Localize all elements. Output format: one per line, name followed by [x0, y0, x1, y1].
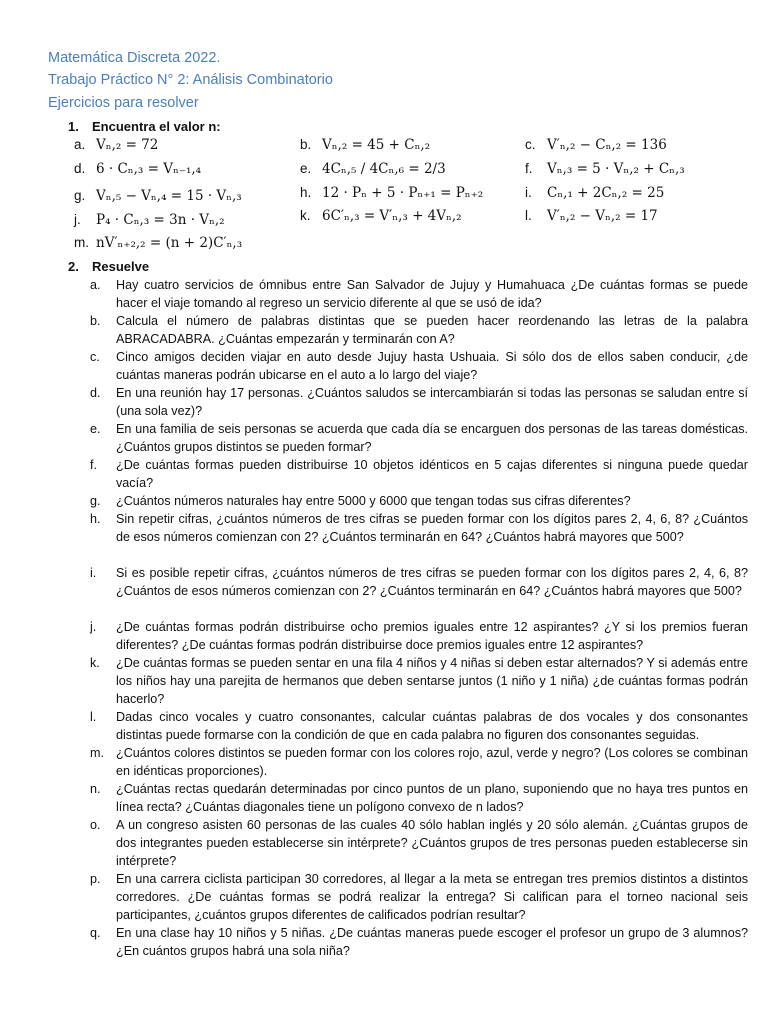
- problem-text: En una clase hay 10 niños y 5 niñas. ¿De cuántas maneras puede escoger el profesor un grupo de 3 alumnos? ¿En cuántos grupos habrá una sola niña?: [116, 926, 748, 958]
- problem-label: k.: [90, 656, 100, 670]
- equation-label: k.: [300, 208, 311, 223]
- problem-text: Hay cuatro servicios de ómnibus entre San Salvador de Jujuy y Humahuaca ¿De cuántas formas se puede hacer el viaje tomando al regreso un servicio diferente al que se usó de ida?: [116, 278, 748, 310]
- exercise-1-title: Encuentra el valor n:: [92, 119, 221, 134]
- exercise-1-number: 1.: [68, 119, 79, 134]
- equation-item: [74, 137, 158, 153]
- problem-text: En una familia de seis personas se acuerda que cada día se encarguen dos personas de las tareas domésticas. ¿Cuántos grupos distintos se pueden formar?: [116, 422, 748, 454]
- equation-label: a.: [74, 137, 86, 152]
- problem-text: Dadas cinco vocales y cuatro consonantes, calcular cuántas palabras de dos vocales y dos consonantes distintas puede formarse con la condición de que en cada palabra no figuren dos consonantes seguidas.: [116, 710, 748, 742]
- problem-label: b.: [90, 314, 101, 328]
- equation-item: [525, 161, 685, 177]
- problem-text: ¿De cuántas formas podrán distribuirse ocho premios iguales entre 12 aspirantes? ¿Y si los premios fueran diferentes? ¿De cuántas formas podrán distribuirse doce premios iguales entre 12 aspirantes?: [116, 620, 748, 652]
- problem-text: ¿De cuántas formas pueden distribuirse 10 objetos idénticos en 5 cajas diferentes si ninguna puede quedar vacía?: [116, 458, 748, 490]
- equation-item: [74, 212, 225, 228]
- header-assignment: Trabajo Práctico N° 2: Análisis Combinatorio: [48, 72, 333, 88]
- problem-label: m.: [90, 746, 104, 760]
- problem-text: ¿De cuántas formas se pueden sentar en una fila 4 niños y 4 niñas si deben estar alternados? Y si además entre los niños hay una parejita de hermanos que deben sentarse juntos (1 niño y 1 niña) ¿de cuántas formas podrán hacerlo?: [116, 656, 748, 706]
- equation-item: [525, 137, 667, 153]
- problem-label: e.: [90, 422, 101, 436]
- header-course: Matemática Discreta 2022.: [48, 50, 221, 66]
- problem-text: Sin repetir cifras, ¿cuántos números de tres cifras se pueden formar con los dígitos pares 2, 4, 6, 8? ¿Cuántos de esos números comienzan con 2? ¿Cuántos terminarán en 64? ¿Cuántos habrá mayores que 500?: [116, 512, 748, 544]
- exercise-2-number: 2.: [68, 259, 79, 274]
- equation: Vₙ,₅ − Vₙ,₄ = 15 · Vₙ,₃: [96, 188, 242, 204]
- problem-label: o.: [90, 818, 101, 832]
- header-subtitle: Ejercicios para resolver: [48, 95, 199, 111]
- problem-label: f.: [90, 458, 97, 472]
- problem-text: ¿Cuántas rectas quedarán determinadas por cinco puntos de un plano, suponiendo que no haya tres puntos en línea recta? ¿Cuántas diagonales tiene un polígono convexo de n lados?: [116, 782, 748, 814]
- problem-label: q.: [90, 926, 101, 940]
- equation-item: [74, 161, 201, 177]
- problem-label: d.: [90, 386, 101, 400]
- problem-text: Cinco amigos deciden viajar en auto desde Jujuy hasta Ushuaia. Si sólo dos de ellos saben conducir, ¿de cuántas maneras podrán ubicarse en el auto a lo largo del viaje?: [116, 350, 748, 382]
- problem-label: l.: [90, 710, 97, 724]
- problem-label: p.: [90, 872, 101, 886]
- equation: 4Cₙ,₅ / 4Cₙ,₆ = 2/3: [322, 161, 446, 177]
- equation-label: g.: [74, 188, 86, 203]
- problem-label: a.: [90, 278, 101, 292]
- equation: Vₙ,₂ = 72: [96, 137, 159, 153]
- equation-item: [74, 188, 242, 204]
- equation-label: c.: [525, 137, 536, 152]
- problem-text: ¿Cuántos números naturales hay entre 5000 y 6000 que tengan todas sus cifras diferentes?: [116, 494, 631, 508]
- problem-text: ¿Cuántos colores distintos se pueden formar con los colores rojo, azul, verde y negro? (Los colores se combinan en idénticas proporciones).: [116, 746, 748, 778]
- problem-text: En una carrera ciclista participan 30 corredores, al llegar a la meta se entregan tres premios distintos a distintos corredores. ¿De cuántas formas se podrá realizar la entrega? Si califican para el torneo nacional seis participantes, ¿cuántos grupos diferentes de calificados podrían resultar?: [116, 872, 748, 922]
- problem-text: Si es posible repetir cifras, ¿cuántos números de tres cifras se pueden formar con los dígitos pares 2, 4, 6, 8? ¿Cuántos de esos números comienzan con 2? ¿Cuántos terminarán en 64? ¿Cuántos habrá mayores que 500?: [116, 566, 748, 598]
- equation-label: d.: [74, 161, 86, 176]
- problem-label: c.: [90, 350, 100, 364]
- equation-label: f.: [525, 161, 533, 176]
- problem-text: Calcula el número de palabras distintas que se pueden hacer reordenando las letras de la palabra ABRACADABRA. ¿Cuántas empezarán y terminarán con A?: [116, 314, 748, 346]
- equation: V′ₙ,₂ − Cₙ,₂ = 136: [547, 137, 667, 153]
- problem-text: En una reunión hay 17 personas. ¿Cuántos saludos se intercambiarán si todas las personas se saludan entre sí (una sola vez)?: [116, 386, 748, 418]
- equation: Vₙ,₃ = 5 · Vₙ,₂ + Cₙ,₃: [547, 161, 685, 177]
- problem-label: i.: [90, 566, 97, 580]
- equation-item: [300, 208, 462, 224]
- equation: 12 · Pₙ + 5 · Pₙ₊₁ = Pₙ₊₂: [322, 185, 484, 201]
- equation: nV′ₙ₊₂,₂ = (n + 2)C′ₙ,₃: [96, 235, 243, 251]
- problem-label: h.: [90, 512, 101, 526]
- equation-label: b.: [300, 137, 312, 152]
- equation: Cₙ,₁ + 2Cₙ,₂ = 25: [547, 185, 665, 201]
- exercise-2-title: Resuelve: [92, 259, 150, 274]
- equation: 6C′ₙ,₃ = V′ₙ,₃ + 4Vₙ,₂: [322, 208, 462, 224]
- equation-label: j.: [74, 212, 81, 227]
- equation-item: [525, 185, 664, 201]
- equation-item: [300, 185, 483, 201]
- equation-label: e.: [300, 161, 312, 176]
- equation: V′ₙ,₂ − Vₙ,₂ = 17: [547, 208, 658, 224]
- equation-label: h.: [300, 185, 312, 200]
- problem-label: n.: [90, 782, 101, 796]
- equation-item: [74, 235, 242, 251]
- equation-label: m.: [74, 235, 89, 250]
- problem-label: j.: [90, 620, 97, 634]
- equation-item: [525, 208, 658, 224]
- problem-label: g.: [90, 494, 101, 508]
- equation-label: i.: [525, 185, 532, 200]
- equation: Vₙ,₂ = 45 + Cₙ,₂: [322, 137, 431, 153]
- problem-text: A un congreso asisten 60 personas de las cuales 40 sólo hablan inglés y 20 sólo alemán. ¿Cuántas grupos de dos integrantes pueden establecerse sin intérprete? ¿Cuántos grupos de tres personas pueden establecerse sin intérprete?: [116, 818, 748, 868]
- equation-label: l.: [525, 208, 532, 223]
- equation: P₄ · Cₙ,₃ = 3n · Vₙ,₂: [96, 212, 225, 228]
- equation: 6 · Cₙ,₃ = Vₙ₋₁,₄: [96, 161, 202, 177]
- equation-item: [300, 161, 446, 177]
- equation-item: [300, 137, 430, 153]
